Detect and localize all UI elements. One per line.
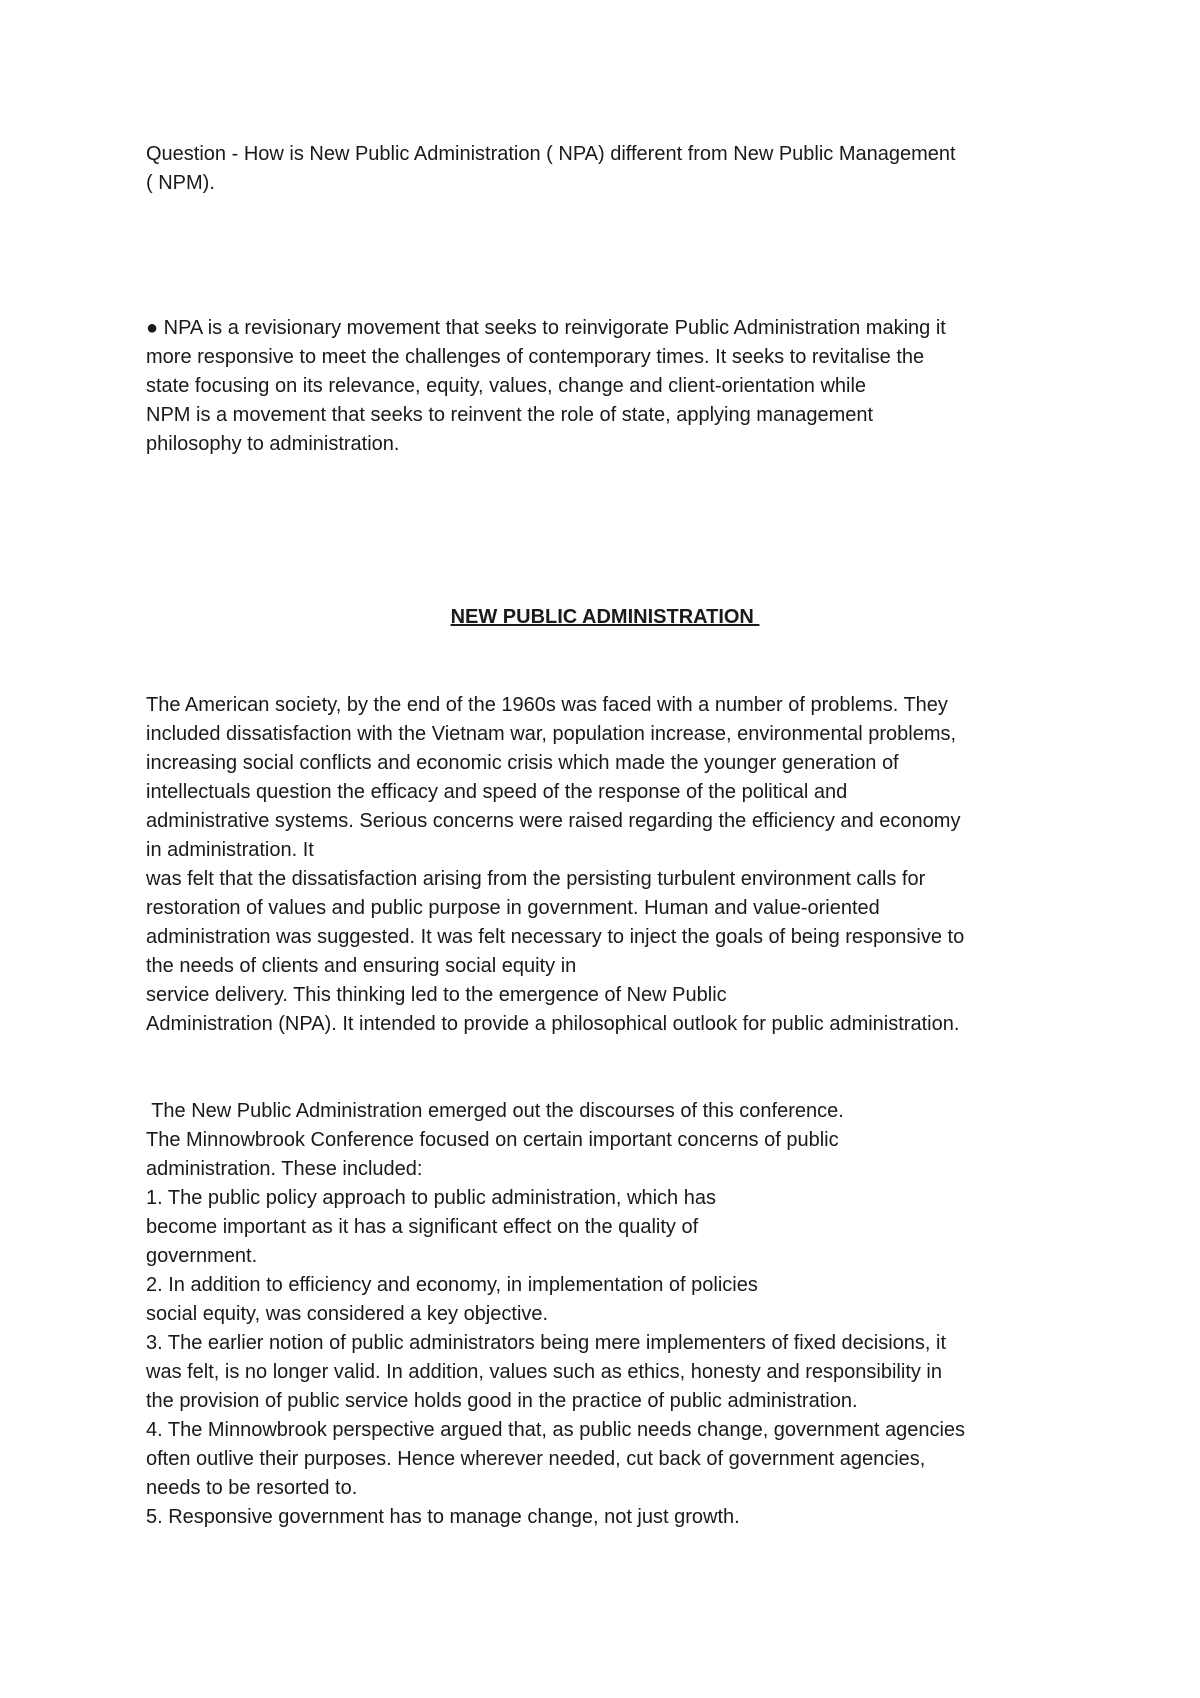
- paragraph-line: was felt that the dissatisfaction arising from the persisting turbulent environment calls for: [146, 868, 926, 890]
- question-line: ( NPM).: [146, 172, 215, 194]
- paragraph-line: The Minnowbrook Conference focused on certain important concerns of public: [146, 1129, 839, 1151]
- list-item-line: often outlive their purposes. Hence wherever needed, cut back of government agencies,: [146, 1448, 926, 1470]
- question-block: [146, 140, 1076, 198]
- list-item-line: become important as it has a significant effect on the quality of: [146, 1216, 699, 1238]
- answer-line: state focusing on its relevance, equity, values, change and client-orientation while: [146, 375, 867, 397]
- section-heading: [146, 603, 1076, 632]
- paragraph-line: Administration (NPA). It intended to provide a philosophical outlook for public administration.: [146, 1013, 960, 1035]
- paragraph-line: restoration of values and public purpose in government. Human and value-oriented: [146, 897, 880, 919]
- paragraph-line: The American society, by the end of the 1960s was faced with a number of problems. They: [146, 694, 948, 716]
- document-content: [146, 140, 1076, 1532]
- paragraph-line: in administration. It: [146, 839, 314, 861]
- paragraph-line: service delivery. This thinking led to the emergence of New Public: [146, 984, 727, 1006]
- question-line: Question - How is New Public Administration ( NPA) different from New Public Management: [146, 143, 956, 165]
- background-paragraph: [146, 691, 1076, 1039]
- paragraph-line: administration. These included:: [146, 1158, 423, 1180]
- paragraph-line: intellectuals question the efficacy and speed of the response of the political and: [146, 781, 848, 803]
- paragraph-line: the needs of clients and ensuring social equity in: [146, 955, 577, 977]
- minnowbrook-paragraph: [146, 1097, 1076, 1532]
- list-item-line: 4. The Minnowbrook perspective argued that, as public needs change, government agencies: [146, 1419, 966, 1441]
- answer-line: more responsive to meet the challenges of contemporary times. It seeks to revitalise the: [146, 346, 925, 368]
- list-item-line: needs to be resorted to.: [146, 1477, 358, 1499]
- section-heading-text: NEW PUBLIC ADMINISTRATION: [450, 606, 760, 628]
- paragraph-line: administration was suggested. It was felt necessary to inject the goals of being responsive to: [146, 926, 965, 948]
- answer-line: NPM is a movement that seeks to reinvent the role of state, applying management: [146, 404, 874, 426]
- list-item-line: was felt, is no longer valid. In addition, values such as ethics, honesty and responsibility in: [146, 1361, 942, 1383]
- list-item-line: government.: [146, 1245, 258, 1267]
- list-item-line: 5. Responsive government has to manage change, not just growth.: [146, 1506, 740, 1528]
- paragraph-line: administrative systems. Serious concerns were raised regarding the efficiency and economy: [146, 810, 961, 832]
- answer-line: ● NPA is a revisionary movement that seeks to reinvigorate Public Administration making it: [146, 317, 946, 339]
- list-item-line: the provision of public service holds good in the practice of public administration.: [146, 1390, 858, 1412]
- paragraph-line: increasing social conflicts and economic crisis which made the younger generation of: [146, 752, 899, 774]
- list-item-line: social equity, was considered a key objective.: [146, 1303, 549, 1325]
- list-item-line: 2. In addition to efficiency and economy, in implementation of policies: [146, 1274, 758, 1296]
- list-item-line: 1. The public policy approach to public administration, which has: [146, 1187, 716, 1209]
- paragraph-line: included dissatisfaction with the Vietnam war, population increase, environmental problems,: [146, 723, 957, 745]
- paragraph-line: The New Public Administration emerged out the discourses of this conference.: [146, 1100, 844, 1122]
- answer-line: philosophy to administration.: [146, 433, 400, 455]
- list-item-line: 3. The earlier notion of public administrators being mere implementers of fixed decisions, it: [146, 1332, 947, 1354]
- answer-bullet-point: [146, 314, 1076, 459]
